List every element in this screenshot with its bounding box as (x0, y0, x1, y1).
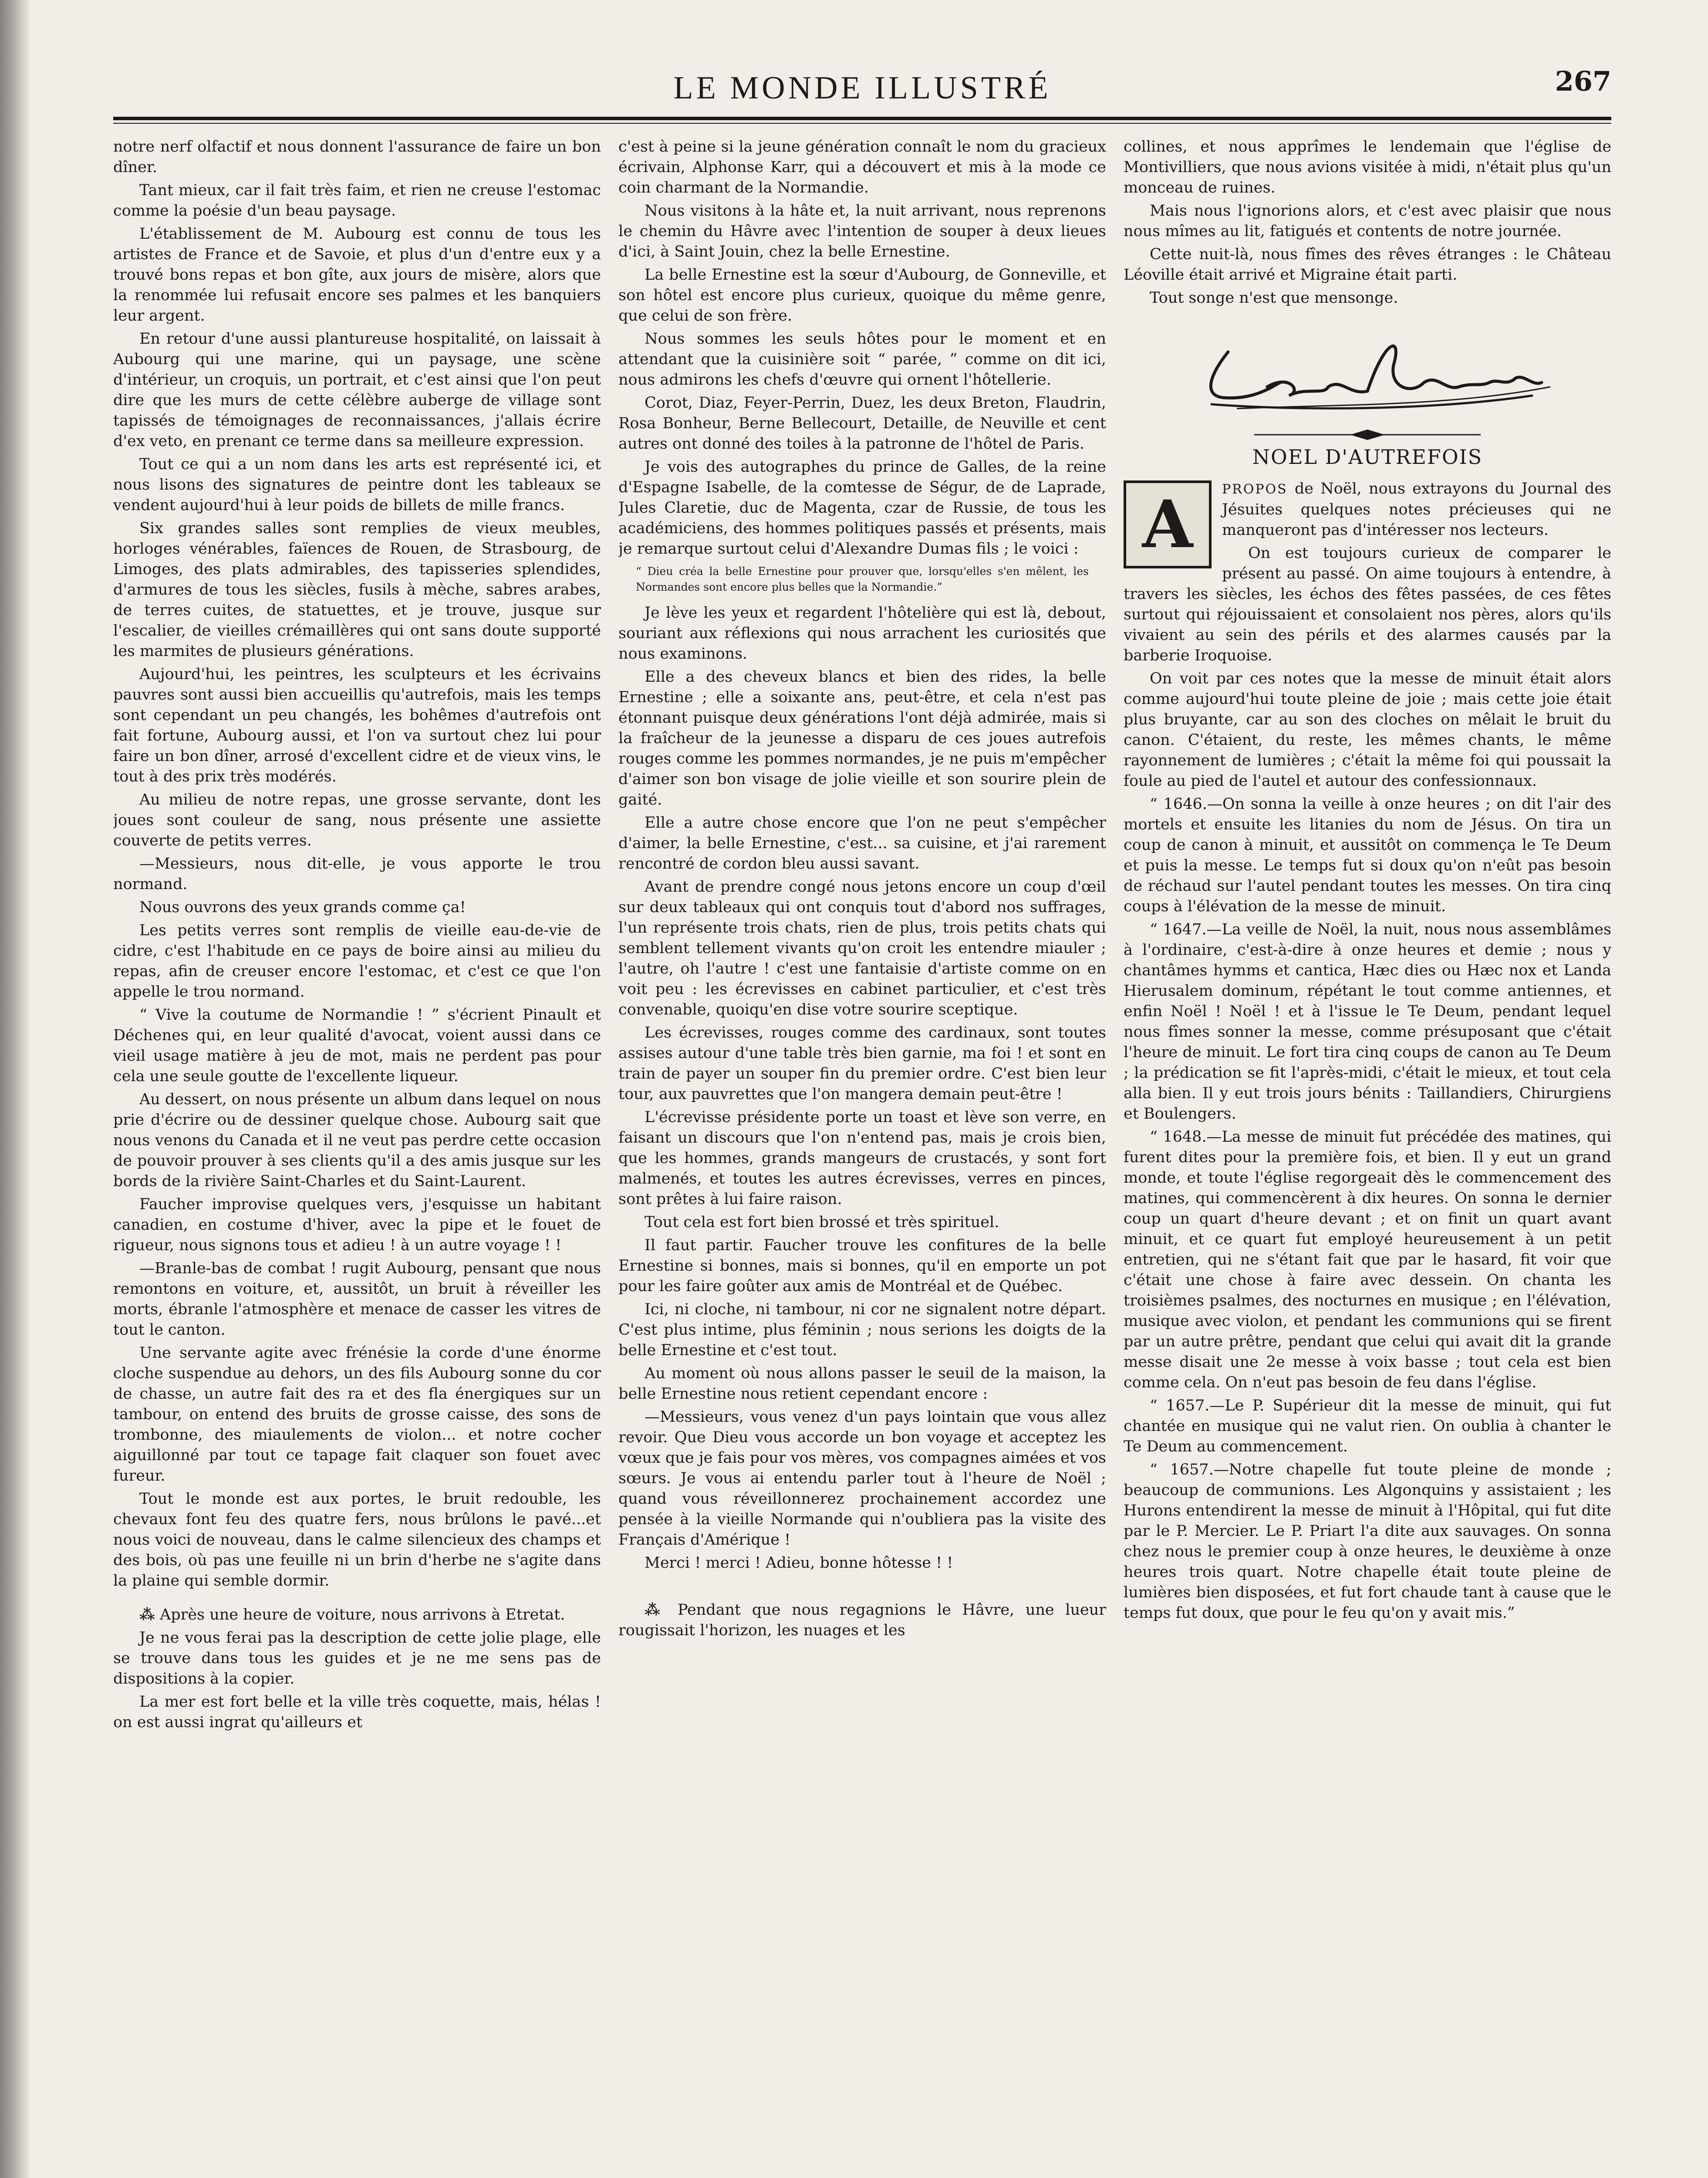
intro-smallcaps: PROPOS (1222, 482, 1288, 497)
paragraph: de Noël, nous extrayons du Journal des Jésuites quelques notes précieuses qui ne manqueront pas d'intéresser nos lecteurs. (1222, 480, 1611, 539)
paragraph: Merci ! merci ! Adieu, bonne hôtesse ! ! (645, 1554, 953, 1572)
paragraph: Avant de prendre congé nous jetons encore un coup d'œil sur deux tableaux qui ont conquis tout d'abord nos suffrages, l'un représente trois chats, rien de plus, trois petits chats qui semblent tellement vivants qu'on croit les entendre miauler ; l'autre, oh l'autre ! c'est une fantaisie d'artiste comme on en voit peu : les écrevisses en cabinet particulier, et c'est très convenable, quoiqu'en dise votre sourire sceptique. (618, 878, 1106, 1018)
newspaper-page (113, 65, 1611, 2178)
section-title: NOEL D'AUTREFOIS (1252, 445, 1483, 469)
paragraph: —Branle-bas de combat ! rugit Aubourg, pensant que nous remontons en voiture, et, aussitôt, un bruit à réveiller les morts, ébranle l'atmosphère et menace de casser les vitres de tout le canton. (113, 1260, 601, 1339)
paragraph: Mais nous l'ignorions alors, et c'est avec plaisir que nous nous mîmes au lit, fatigués et contents de notre journée. (1124, 202, 1611, 240)
paragraph: Tout songe n'est que mensonge. (1150, 289, 1398, 307)
paragraph: La belle Ernestine est la sœur d'Aubourg, de Gonneville, et son hôtel est encore plus curieux, quoique du même genre, que celui de son frère. (618, 266, 1106, 325)
section-stars: ⁂ (645, 1601, 667, 1619)
paragraph: Faucher improvise quelques vers, j'esquisse un habitant canadien, en costume d'hiver, avec la pipe et le fouet de rigueur, nous signons tous et adieu ! à un autre voyage ! ! (113, 1196, 601, 1254)
paragraph: On est toujours curieux de comparer le présent au passé. On aime toujours à entendre, à travers les siècles, les échos des fêtes passées, de ces fêtes surtout qui réjouissaient et consolaient nos pères, alors qu'ils vivaient au sein des périls et des alarmes causés par la barberie Iroquoise. (1124, 544, 1611, 664)
paragraph: “ 1646.—On sonna la veille à onze heures ; on dit l'air des mortels et ensuite les litanies du nom de Jésus. On tira un coup de canon à minuit, et aussitôt on commença le Te Deum et puis la messe. Le temps fut si doux qu'on n'eût pas besoin de réchaud sur l'autel pendant toutes les messes. On tira cinq coups à l'élévation de la messe de minuit. (1124, 795, 1611, 915)
signature (1124, 321, 1611, 417)
paragraph: Au dessert, on nous présente un album dans lequel on nous prie d'écrire ou de dessiner quelque chose. Aubourg sait que nous venons du Canada et il ne veut pas perdre cette occasion de pouvoir prouver à ses clients qu'il a des amis jusque sur les bords de la rivière Saint-Charles et du Saint-Laurent. (113, 1091, 601, 1190)
drop-cap: A (1124, 480, 1212, 568)
paragraph: Tant mieux, car il fait très faim, et rien ne creuse l'estomac comme la poésie d'un beau paysage. (113, 182, 601, 220)
paragraph: Tout cela est fort bien brossé et très spirituel. (645, 1214, 999, 1231)
header-rule (113, 117, 1611, 120)
paragraph: —Messieurs, vous venez d'un pays lointain que vous allez revoir. Que Dieu vous accorde un bon voyage et acceptez les vœux que je fais pour vos mères, vos compagnes aimées et vos sœurs. Je vous ai entendu parler tout à l'heure de Noël ; quand vous réveillonnerez prochainement accordez une pensée à la vieille Normande qui n'oubliera pas la visite des Français d'Amérique ! (618, 1408, 1106, 1549)
header-rule-thin (113, 123, 1611, 124)
paragraph: Je ne vous ferai pas la description de cette jolie plage, elle se trouve dans tous les guides et je ne me sens pas de dispositions à la copier. (113, 1629, 601, 1688)
column-2 (618, 137, 1106, 2178)
paragraph: “ 1648.—La messe de minuit fut précédée des matines, qui furent dites pour la première fois, et bien. Il y eut un grand monde, et toute l'église regorgeait dès le commencement des matines, qui commencèrent à dix heures. On sonna le dernier coup un quart d'heure devant ; et on finit un quart avant minuit, et ce quart fut employé heureusement à un petit entretien, qui ne s'étant fait que par le hasard, fit voir que c'était une chose à faire avec dessein. On chanta les troisièmes psalmes, des nocturnes en musique ; en l'élévation, musique avec violon, et pendant les communions qui se firent par un autre prêtre, pendant que celui qui avait dit la grande messe disait une 2e messe à voix basse ; tout cela est bien comme cela. On n'eut pas besoin de feu dans l'église. (1124, 1128, 1611, 1391)
columns (113, 137, 1611, 2178)
page-header (113, 65, 1611, 113)
paragraph: “ 1657.—Notre chapelle fut toute pleine de monde ; beaucoup de communions. Les Algonquins y assistaient ; les Hurons entendirent la messe de minuit à l'Hôpital, qui fut dite par le P. Mercier. Le P. Priart l'a dite aux sauvages. On sonna chez nous le premier coup à onze heures, le deuxième à onze heures trois quart. Notre chapelle était toute pleine de lumières bien disposées, et fut fort chaude tant à cause que le temps fut doux, que pour le feu qu'on y avait mis.” (1124, 1461, 1611, 1622)
paragraph: Corot, Diaz, Feyer-Perrin, Duez, les deux Breton, Flaudrin, Rosa Bonheur, Berne Bellecourt, Detaille, de Neuville et cent autres ont donné des toiles à la patronne de l'hôtel de Paris. (618, 394, 1106, 453)
paragraph: Nous visitons à la hâte et, la nuit arrivant, nous reprenons le chemin du Hâvre avec l'intention de souper à deux lieues d'ici, à Saint Jouin, chez la belle Ernestine. (618, 202, 1106, 260)
paragraph: notre nerf olfactif et nous donnent l'assurance de faire un bon dîner. (113, 138, 601, 176)
paragraph: “ 1647.—La veille de Noël, la nuit, nous nous assemblâmes à l'ordinaire, c'est-à-dire à onze heures et demie ; nous y chantâmes hymms et cantica, Hæc dies ou Hæc nox et Landa Hierusalem dominum, répétant le tout comme antiennes, et enfin Noël ! Noël ! et à l'issue le Te Deum, pendant lequel nous fîmes sonner la messe, comme présuposant que c'était l'heure de minuit. Le fort tira cinq coups de canon au Te Deum ; la prédication se fit l'après-midi, c'était le mieux, et tout cela alla bien. Il y eut trois jours bénits : Taillandiers, Chirurgiens et Boulengers. (1124, 921, 1611, 1123)
dumas-quote: “ Dieu créa la belle Ernestine pour prouver que, lorsqu'elles s'en mêlent, les Normandes sont encore plus belles que la Normandie.” (636, 565, 1089, 593)
paragraph: Six grandes salles sont remplies de vieux meubles, horloges vénérables, faïences de Rouen, de Strasbourg, de Limoges, des plats admirables, des tapisseries splendides, d'armures de tous les siècles, fusils à mèche, sabres arabes, de terres cuites, de statuettes, et je trouve, jusque sur l'escalier, de vieilles crémaillères qui ont sans doute supporté les marmites de plusieurs générations. (113, 520, 601, 660)
paragraph: Tout le monde est aux portes, le bruit redouble, les chevaux font feu des quatre fers, nous brûlons le pavé...et nous voici de nouveau, dans le calme silencieux des champs et des bois, où pas une feuille ni un brin d'herbe ne s'agite dans la plaine qui semble dormir. (113, 1490, 601, 1590)
column-1 (113, 137, 601, 2178)
paragraph: Les écrevisses, rouges comme des cardinaux, sont toutes assises autour d'une table très bien garnie, ma foi ! et sont en train de payer un souper fin du premier ordre. C'est bien leur tour, aux pauvrettes que l'on mangera demain peut-être ! (618, 1024, 1106, 1103)
paragraph: En retour d'une aussi plantureuse hospitalité, on laissait à Aubourg qui une marine, qui un paysage, une scène d'intérieur, un croquis, un portrait, et c'est ainsi que l'on peut dire que les murs de cette célèbre auberge de village sont tapissés de témoignages de reconnaissances, j'allais écrire d'ex veto, en prenant ce terme dans sa meilleure expression. (113, 330, 601, 450)
paragraph: Une servante agite avec frénésie la corde d'une énorme cloche suspendue au dehors, un des fils Aubourg sonne du cor de chasse, un autre fait des ra et des fla énergiques sur un tambour, on entend des bruits de grosse caisse, des sons de trombonne, des miaulements de violon... et notre cocher aiguillonné par tout ce tapage fait claquer son fouet avec fureur. (113, 1344, 601, 1485)
paragraph: Elle a autre chose encore que l'on ne peut s'empêcher d'aimer, la belle Ernestine, c'est... sa cuisine, et j'ai rarement rencontré de cordon bleu aussi savant. (618, 814, 1106, 873)
paragraph: Il faut partir. Faucher trouve les confitures de la belle Ernestine si bonnes, mais si bonnes, qu'il en emporte un pot pour les faire goûter aux amis de Montréal et de Québec. (618, 1237, 1106, 1295)
paragraph: Pendant que nous regagnions le Hâvre, une lueur rougissait l'horizon, les nuages et les (618, 1601, 1106, 1639)
paragraph: La mer est fort belle et la ville très coquette, mais, hélas ! on est aussi ingrat qu'ailleurs et (113, 1693, 601, 1731)
paragraph: Je lève les yeux et regardent l'hôtelière qui est là, debout, souriant aux réflexions qui nous arrachent les curiosités que nous examinons. (618, 604, 1106, 663)
paragraph: Après une heure de voiture, nous arrivons à Etretat. (159, 1606, 565, 1623)
paragraph: “ 1657.—Le P. Supérieur dit la messe de minuit, qui fut chantée en musique qui ne valut rien. On oublia à chanter le Te Deum au commencement. (1124, 1397, 1611, 1455)
paragraph: Nous sommes les seuls hôtes pour le moment et en attendant que la cuisinière soit “ parée, ” comme on dit ici, nous admirons les chefs d'œuvre qui ornent l'hôtellerie. (618, 330, 1106, 389)
paragraph: Je vois des autographes du prince de Galles, de la reine d'Espagne Isabelle, de la comtesse de Ségur, de de Laprade, Jules Claretie, duc de Magenta, czar de Russie, de tous les académiciens, des hommes politiques passés et présents, mais je remarque surtout celui d'Alexandre Dumas fils ; le voici : (618, 458, 1106, 558)
paragraph: Au milieu de notre repas, une grosse servante, dont les joues sont couleur de sang, nous présente une assiette couverte de petits verres. (113, 791, 601, 849)
column-3 (1124, 137, 1611, 2178)
section-stars: ⁂ (139, 1606, 155, 1623)
paragraph: c'est à peine si la jeune génération connaît le nom du gracieux écrivain, Alphonse Karr, qui a découvert et mis à la mode ce coin charmant de la Normandie. (618, 138, 1106, 196)
paragraph: Elle a des cheveux blancs et bien des rides, la belle Ernestine ; elle a soixante ans, peut-être, et cela n'est pas étonnant puisque deux générations l'ont déjà admirée, mais si la fraîcheur de la jeunesse a disparu de ces joues autrefois rouges comme les pommes normandes, je ne puis m'empêcher d'aimer son bon visage de jolie vieille et son sourire plein de gaité. (618, 668, 1106, 808)
paragraph: L'établissement de M. Aubourg est connu de tous les artistes de France et de Savoie, et plus d'un d'entre eux y a trouvé bons repas et bon gîte, aux jours de misère, alors que la renommée lui refusait encore ses palmes et les banquiers leur argent. (113, 225, 601, 325)
paragraph: “ Vive la coutume de Normandie ! ” s'écrient Pinault et Déchenes qui, en leur qualité d'avocat, voient aussi dans ce vieil usage matière à jeu de mot, mais ne perdent pas pour cela une seule goutte de l'excellente liqueur. (113, 1006, 601, 1085)
paragraph: Tout ce qui a un nom dans les arts est représenté ici, et nous lisons des signatures de peintre dont les tableaux se vendent aujourd'hui à leur poids de billets de mille francs. (113, 456, 601, 514)
paragraph: Au moment où nous allons passer le seuil de la maison, la belle Ernestine nous retient cependant encore : (618, 1365, 1106, 1403)
paragraph: L'écrevisse présidente porte un toast et lève son verre, en faisant un discours que l'on n'entend pas, mais je crois bien, que les hommes, grands mangeurs de crustacés, y sont fort malmenés, et toutes les autres écrevisses, verres en pinces, sont prêtes à lui faire raison. (618, 1109, 1106, 1208)
paragraph: Ici, ni cloche, ni tambour, ni cor ne signalent notre départ. C'est plus intime, plus féminin ; nous serions les doigts de la belle Ernestine et c'est tout. (618, 1301, 1106, 1359)
paragraph: Aujourd'hui, les peintres, les sculpteurs et les écrivains pauvres sont aussi bien accueillis qu'autrefois, mais les temps sont cependant un peu changés, les bohêmes d'autrefois ont fait fortune, Aubourg aussi, et l'on va surtout chez lui pour faire un bon dîner, arrosé d'excellent cidre et de vieux vins, le tout à des prix très modérés. (113, 666, 601, 785)
page-binding-shadow (0, 0, 30, 2178)
paragraph: On voit par ces notes que la messe de minuit était alors comme aujourd'hui toute pleine de joie ; mais cette joie était plus bruyante, car au son des cloches on mêlait le bruit du canon. C'étaient, du reste, les mêmes chants, le même rayonnement de lumières ; c'était la même foi qui poussait la foule au pied de l'autel et autour des confessionnaux. (1124, 670, 1611, 790)
page-number: 267 (1555, 65, 1611, 97)
paragraph: Cette nuit-là, nous fîmes des rêves étranges : le Château Léoville était arrivé et Migraine était parti. (1124, 246, 1611, 284)
masthead-title: LE MONDE ILLUSTRÉ (673, 70, 1051, 106)
section-divider-ornament (1124, 426, 1611, 438)
paragraph: collines, et nous apprîmes le lendemain que l'église de Montivilliers, que nous avions visitée à midi, n'était plus qu'un monceau de ruines. (1124, 138, 1611, 196)
paragraph: —Messieurs, nous dit-elle, je vous apporte le trou normand. (113, 855, 601, 893)
paragraph: Nous ouvrons des yeux grands comme ça! (139, 899, 466, 916)
signature-graphic (1124, 321, 1611, 417)
paragraph: Les petits verres sont remplis de vieille eau-de-vie de cidre, c'est l'habitude en ce pays de boire ainsi au milieu du repas, afin de creuser encore l'estomac, et c'est ce que l'on appelle le trou normand. (113, 922, 601, 1001)
